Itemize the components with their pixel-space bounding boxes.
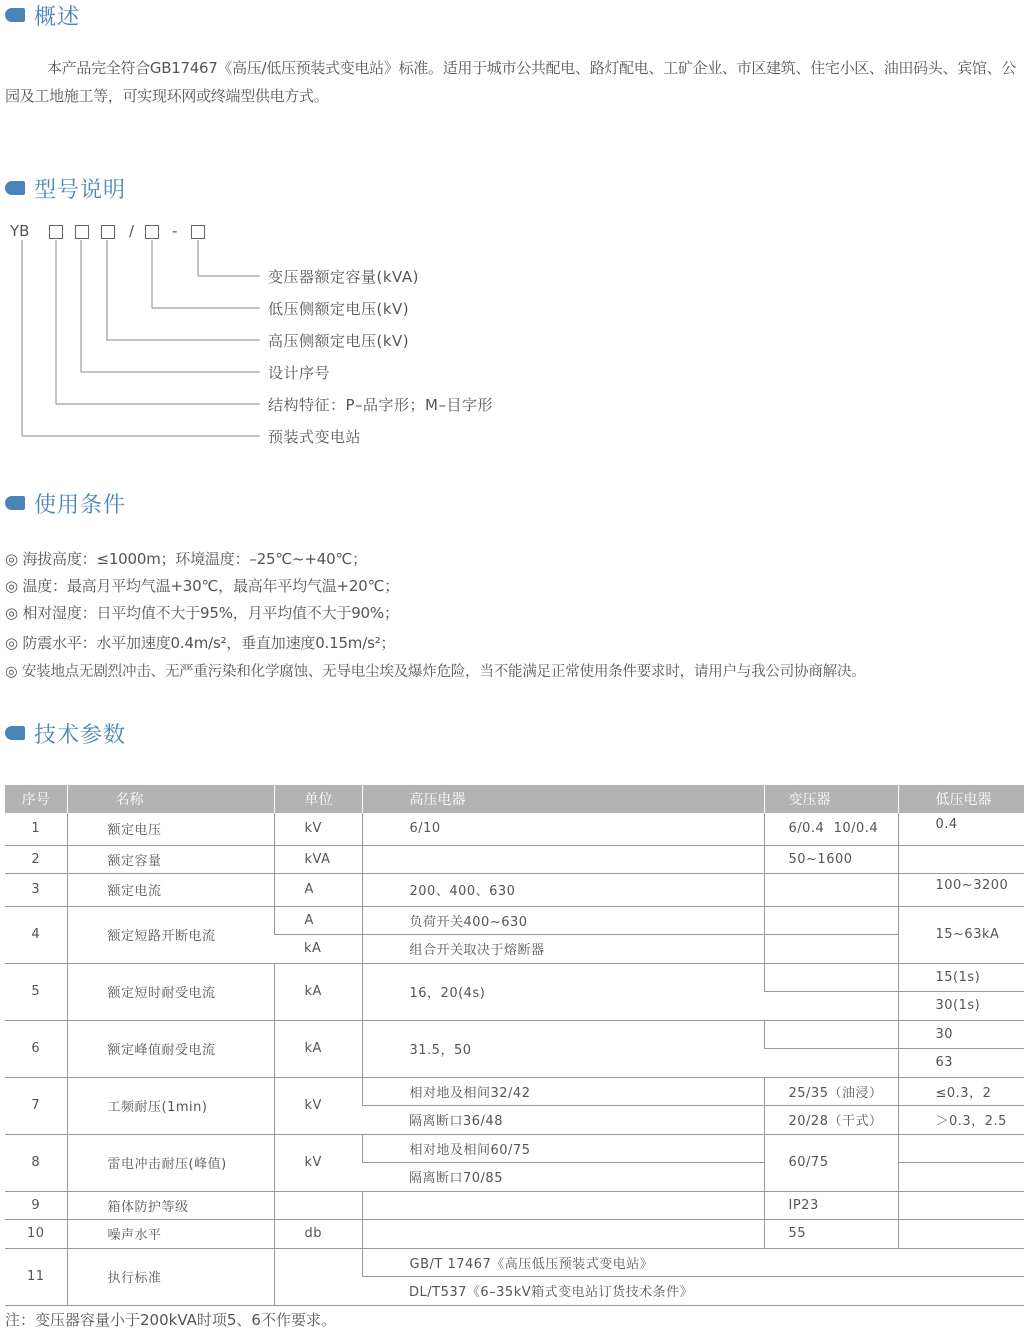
cell-transformer: 6/0.4 10/0.4 xyxy=(764,813,898,845)
cell-no: 11 xyxy=(5,1248,67,1305)
cell-unit: db xyxy=(274,1220,362,1249)
cell-name: 额定短时耐受电流 xyxy=(67,963,274,1020)
table-row xyxy=(5,813,1024,845)
label-substation: 预装式变电站 xyxy=(268,428,362,446)
cell-no: 9 xyxy=(5,1191,67,1220)
table-row xyxy=(5,906,1024,935)
cell-transformer xyxy=(764,906,898,935)
cell-transformer: 60/75 xyxy=(764,1134,898,1191)
table-row xyxy=(5,1248,1024,1277)
cell-transformer xyxy=(764,1020,898,1049)
label-hv-voltage: 高压侧额定电压(kV) xyxy=(268,332,410,350)
table-row xyxy=(5,1220,1024,1249)
section-header-params xyxy=(5,718,126,748)
cell-lv: 15~63kA xyxy=(898,906,1024,963)
cell-transformer: 20/28（干式） xyxy=(764,1106,898,1135)
cell-transformer xyxy=(764,963,898,992)
table-row xyxy=(5,1134,1024,1163)
cell-name: 额定电压 xyxy=(67,813,274,845)
table-row xyxy=(5,1191,1024,1220)
condition-item: ◎ 温度：最高月平均气温+30℃，最高年平均气温+20℃； xyxy=(5,577,400,595)
cell-unit: kV xyxy=(274,1077,362,1134)
cell-no: 2 xyxy=(5,845,67,874)
cell-no: 1 xyxy=(5,813,67,845)
cell-lv xyxy=(898,1191,1024,1220)
model-slash: / xyxy=(129,222,135,240)
cell-unit xyxy=(274,1191,362,1220)
cell-hv xyxy=(362,1220,764,1249)
cell-no: 5 xyxy=(5,963,67,1020)
condition-item: ◎ 安装地点无剧烈冲击、无严重污染和化学腐蚀、无导电尘埃及爆炸危险，当不能满足正常使用条件要求时，请用户与我公司协商解决。 xyxy=(5,664,866,680)
cell-no: 10 xyxy=(5,1220,67,1249)
cell-transformer: 50~1600 xyxy=(764,845,898,874)
cell-transformer xyxy=(764,935,898,964)
cell-unit: kA xyxy=(274,963,362,1020)
cell-transformer xyxy=(764,874,898,907)
cell-unit xyxy=(274,1248,362,1305)
code-box-lv xyxy=(145,225,159,239)
cell-no: 6 xyxy=(5,1020,67,1077)
cell-standard: GB/T 17467《高压低压预装式变电站》 xyxy=(362,1248,1024,1277)
cell-unit: A xyxy=(274,874,362,907)
code-box-structure xyxy=(49,225,63,239)
cell-lv: ≤0.3，2 xyxy=(898,1077,1024,1106)
col-header-hv: 高压电器 xyxy=(362,785,764,813)
cell-name: 额定电流 xyxy=(67,874,274,907)
condition-item: ◎ 海拔高度：≤1000m；环境温度：–25℃~+40℃； xyxy=(5,550,367,568)
section-header-model xyxy=(5,173,126,203)
cell-lv xyxy=(898,845,1024,874)
cell-no: 4 xyxy=(5,906,67,963)
cell-no: 7 xyxy=(5,1077,67,1134)
cell-unit: A xyxy=(274,906,362,935)
condition-item: ◎ 相对湿度：日平均值不大于95%，月平均值不大于90%； xyxy=(5,604,399,622)
condition-item: ◎ 防震水平：水平加速度0.4m/s²，垂直加速度0.15m/s²； xyxy=(5,634,396,652)
cell-name: 额定峰值耐受电流 xyxy=(67,1020,274,1077)
cell-hv: 隔离断口36/48 xyxy=(362,1106,764,1135)
cell-lv: 0.4 xyxy=(898,813,1024,845)
cell-name: 工频耐压(1min) xyxy=(67,1077,274,1134)
section-header-conditions xyxy=(5,488,126,518)
label-lv-voltage: 低压侧额定电压(kV) xyxy=(268,300,410,318)
cell-hv: 6/10 xyxy=(362,813,764,845)
cell-lv: 30(1s) xyxy=(898,992,1024,1021)
cell-lv xyxy=(898,1163,1024,1192)
col-header-no: 序号 xyxy=(5,785,67,813)
col-header-unit: 单位 xyxy=(274,785,362,813)
cell-unit: kA xyxy=(274,935,362,964)
code-box-design xyxy=(75,225,89,239)
section-title: 技术参数 xyxy=(34,722,127,748)
col-header-name: 名称 xyxy=(67,785,274,813)
section-header-overview xyxy=(5,0,80,30)
table-header-row xyxy=(5,785,1024,813)
table-row xyxy=(5,845,1024,874)
cell-standard: DL/T537《6–35kV箱式变电站订货技术条件》 xyxy=(362,1277,1024,1306)
cell-transformer xyxy=(764,992,898,1021)
cell-lv: 30 xyxy=(898,1020,1024,1049)
cell-hv: 隔离断口70/85 xyxy=(362,1163,764,1192)
cell-no: 8 xyxy=(5,1134,67,1191)
cell-transformer: 25/35（油浸） xyxy=(764,1077,898,1106)
table-row xyxy=(5,963,1024,992)
section-title: 概述 xyxy=(34,4,81,30)
cell-hv xyxy=(362,845,764,874)
cell-lv: ＞0.3，2.5 xyxy=(898,1106,1024,1135)
section-marker-icon xyxy=(5,181,25,195)
model-diagram-lines xyxy=(0,240,270,460)
cell-hv: 相对地及相间32/42 xyxy=(362,1077,764,1106)
cell-unit: kV xyxy=(274,1134,362,1191)
cell-name: 额定短路开断电流 xyxy=(67,906,274,963)
cell-hv xyxy=(362,1191,764,1220)
table-note: 注：变压器容量小于200kVA时项5、6不作要求。 xyxy=(5,1311,336,1329)
col-header-transformer: 变压器 xyxy=(764,785,898,813)
section-marker-icon xyxy=(5,8,25,22)
params-table xyxy=(5,785,1024,1306)
cell-lv: 63 xyxy=(898,1049,1024,1078)
cell-hv: 200、400、630 xyxy=(362,874,764,907)
table-row xyxy=(5,1077,1024,1106)
cell-no: 3 xyxy=(5,874,67,907)
code-box-capacity xyxy=(191,225,205,239)
cell-hv: 相对地及相间60/75 xyxy=(362,1134,764,1163)
model-dash: - xyxy=(172,222,178,240)
label-structure: 结构特征：P–品字形；M–目字形 xyxy=(268,396,493,414)
cell-transformer xyxy=(764,1049,898,1078)
cell-unit: kA xyxy=(274,1020,362,1077)
cell-hv: 负荷开关400~630 xyxy=(362,906,764,935)
cell-unit: kVA xyxy=(274,845,362,874)
table-row xyxy=(5,874,1024,907)
code-box-hv xyxy=(101,225,115,239)
label-design-no: 设计序号 xyxy=(268,364,331,382)
cell-lv xyxy=(898,1134,1024,1163)
section-marker-icon xyxy=(5,726,25,740)
cell-lv: 100~3200 xyxy=(898,874,1024,907)
cell-name: 执行标准 xyxy=(67,1248,274,1305)
section-title: 型号说明 xyxy=(34,177,127,203)
cell-transformer: IP23 xyxy=(764,1191,898,1220)
cell-hv: 16，20(4s) xyxy=(362,963,764,1020)
section-title: 使用条件 xyxy=(34,492,127,518)
label-capacity: 变压器额定容量(kVA) xyxy=(268,268,419,286)
cell-lv: 15(1s) xyxy=(898,963,1024,992)
cell-name: 箱体防护等级 xyxy=(67,1191,274,1220)
cell-name: 雷电冲击耐压(峰值) xyxy=(67,1134,274,1191)
overview-text: 本产品完全符合GB17467《高压/低压预装式变电站》标准。适用于城市公共配电、路灯配电、工矿企业、市区建筑、住宅小区、油田码头、宾馆、公园及工地施工等，可实现环网或终端型供电方式。 xyxy=(5,59,1016,105)
cell-hv: 组合开关取决于熔断器 xyxy=(362,935,764,964)
table-row xyxy=(5,1020,1024,1049)
col-header-lv: 低压电器 xyxy=(898,785,1024,813)
cell-lv xyxy=(898,1220,1024,1249)
section-marker-icon xyxy=(5,496,25,510)
cell-transformer: 55 xyxy=(764,1220,898,1249)
cell-name: 额定容量 xyxy=(67,845,274,874)
model-prefix: YB xyxy=(10,222,30,240)
cell-hv: 31.5，50 xyxy=(362,1020,764,1077)
cell-name: 噪声水平 xyxy=(67,1220,274,1249)
cell-unit: kV xyxy=(274,813,362,845)
